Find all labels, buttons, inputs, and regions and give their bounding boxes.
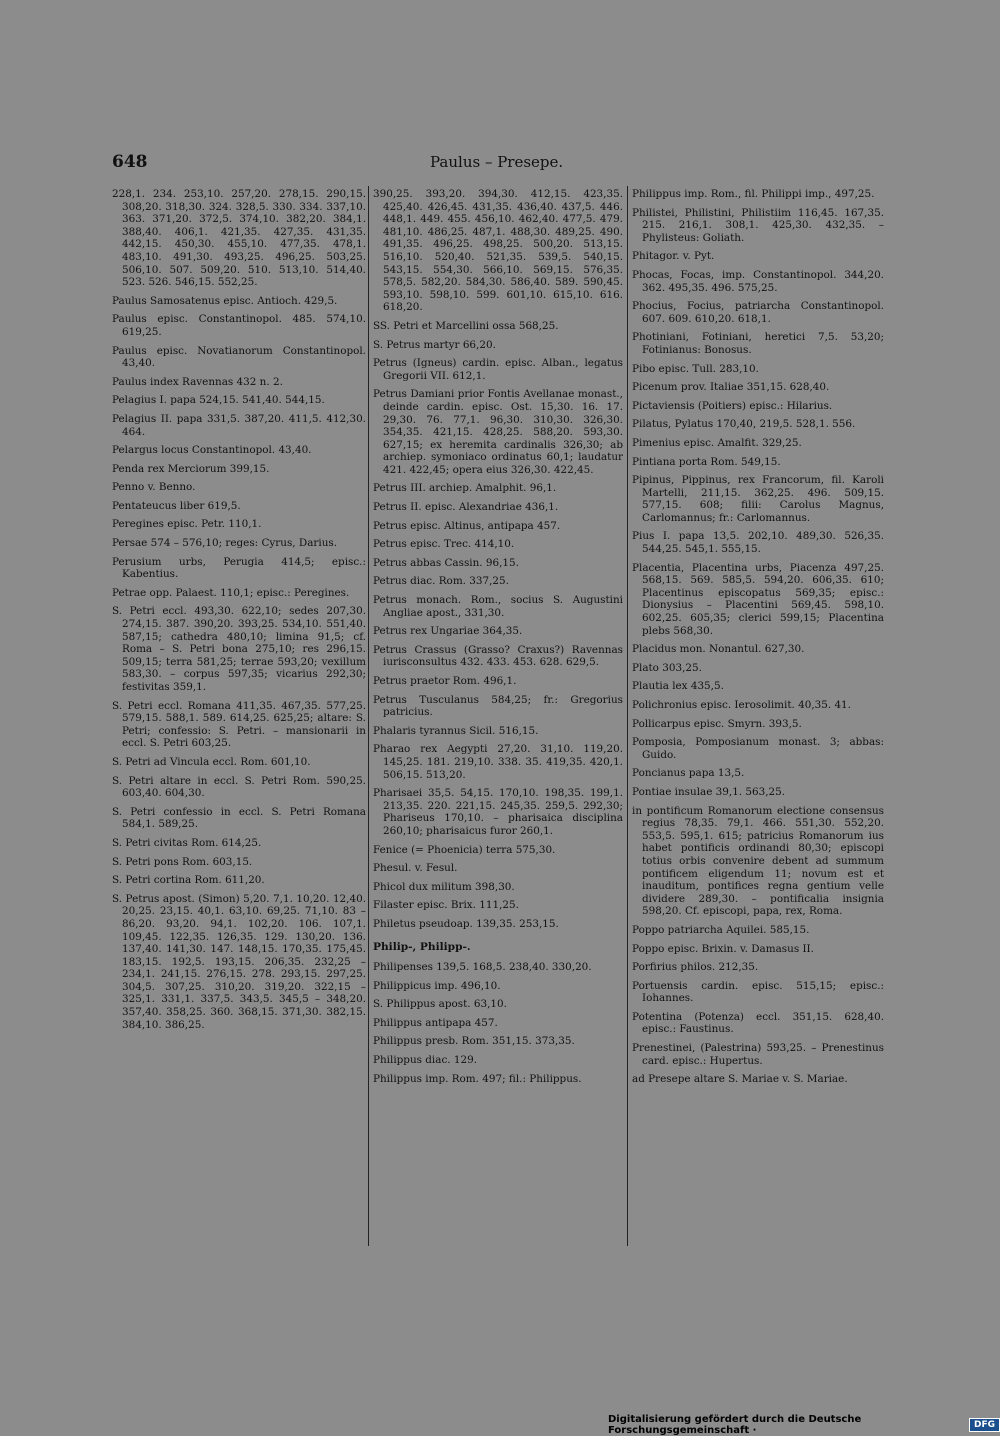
index-entry: Plato 303,25. (632, 661, 702, 674)
index-entry: 228,1. 234. 253,10. 257,20. 278,15. 290,15. 308,20. 318,30. 324. 328,5. 330. 334. 337,10. 363. 371,20. 372,5. 374,10. 382,20. 384,1. 388,40. 406,1. 421,35. 427,35. 431,35. 442,15. 450,30. 455,10. 477,35. 478,1. 483,10. 491,30. 493,25. 496,25. 503,25. 506,10. 507. 509,20. 510. 513,10. 514,40. 523. 526. 546,15. 552,25. (112, 188, 366, 289)
index-entry: Pontiae insulae 39,1. 563,25. (632, 785, 786, 798)
index-entry: Pharao rex Aegypti 27,20. 31,10. 119,20. 145,25. 181. 219,10. 338. 35. 419,35. 420,1. 506,15. 513,20. (373, 743, 623, 781)
index-entry: Pipinus, Pippinus, rex Francorum, fil. Karoli Martelli, 211,15. 362,25. 496. 509,15. 577,15. 608; filii: Carolus Magnus, Carlomannus; fr.: Carlomannus. (632, 474, 884, 524)
index-entry: S. Petri altare in eccl. S. Petri Rom. 590,25. 603,40. 604,30. (112, 774, 366, 800)
index-entry: Petrus abbas Cassin. 96,15. (373, 556, 519, 569)
index-entry: Petrus episc. Altinus, antipapa 457. (373, 519, 561, 532)
index-entry: in pontificum Romanorum electione consensus regius 78,35. 79,1. 466. 551,30. 552,20. 553,5. 595,1. 615; patricius Romanorum ius habet pontificis ordinandi 80,30; episcopi totius orbis convenire debent ad summum pontificem eligendum 11; novum est et inauditum, pontifices regna gentium velle dividere 289,30. – pontificalia insignia 598,20. Cf. episcopi, papa, rex, Roma. (632, 804, 884, 918)
index-entry: Photiniani, Fotiniani, heretici 7,5. 53,20; Fotinianus: Bonosus. (632, 331, 884, 356)
index-entry: Paulus episc. Novatianorum Constantinopol. 43,40. (112, 344, 366, 370)
index-entry: Picenum prov. Italiae 351,15. 628,40. (632, 381, 830, 394)
index-entry: Petrus II. episc. Alexandriae 436,1. (373, 501, 559, 514)
index-entry: Philippus antipapa 457. (373, 1016, 498, 1029)
index-entry: Penno v. Benno. (112, 481, 196, 494)
index-entry: Pintiana porta Rom. 549,15. (632, 455, 781, 468)
index-entry: Philippus imp. Rom. 497; fil.: Philippus. (373, 1072, 582, 1085)
index-entry: Philippus presb. Rom. 351,15. 373,35. (373, 1035, 575, 1048)
index-entry: Paulus index Ravennas 432 n. 2. (112, 375, 283, 388)
index-entry: Pius I. papa 13,5. 202,10. 489,30. 526,35. 544,25. 545,1. 555,15. (632, 530, 884, 556)
index-entry: Pilatus, Pylatus 170,40, 219,5. 528,1. 556. (632, 418, 856, 431)
index-entry: ad Presepe altare S. Mariae v. S. Mariae. (632, 1073, 848, 1086)
index-entry: Philippus diac. 129. (373, 1054, 478, 1067)
index-entry: Prenestinei, (Palestrina) 593,25. – Prenestinus card. episc.: Hupertus. (632, 1042, 884, 1067)
index-entry: Philipenses 139,5. 168,5. 238,40. 330,20. (373, 961, 592, 974)
index-entry: Paulus episc. Constantinopol. 485. 574,10. 619,25. (112, 313, 366, 338)
index-entry: Petrus praetor Rom. 496,1. (373, 675, 517, 687)
index-entry: Poncianus papa 13,5. (632, 767, 745, 780)
index-entry: Persae 574 – 576,10; reges: Cyrus, Darius. (112, 537, 338, 550)
index-column-2 (373, 188, 623, 1091)
index-entry: Petrus (Igneus) cardin. episc. Alban., legatus Gregorii VII. 612,1. (373, 357, 623, 382)
index-entry: Phicol dux militum 398,30. (373, 880, 515, 893)
index-entry: Petrus Damiani prior Fontis Avellanae monast., deinde cardin. episc. Ost. 15,30. 16. 17. 29,30. 76. 77,1. 96,30. 310,30. 326,30. 354,35. 421,15. 428,25. 588,20. 593,30. 627,15; ex heremita cardinalis 326,30; ab archiep. symoniaco ordinatus 60,1; laudatur 421. 422,45; opera eius 326,30. 422,45. (373, 388, 623, 476)
index-entry: Pollicarpus episc. Smyrn. 393,5. (632, 717, 802, 730)
index-entry: Pentateucus liber 619,5. (112, 499, 241, 512)
page-number: 648 (112, 152, 148, 172)
index-entry: 390,25. 393,20. 394,30. 412,15. 423,35. 425,40. 426,45. 431,35. 436,40. 437,5. 446. 448,1. 449. 455. 456,10. 462,40. 477,5. 479. 481,10. 486,25. 487,1. 488,30. 489,25. 490. 491,35. 496,25. 498,25. 500,20. 513,15. 516,10. 520,40. 521,35. 539,5. 540,15. 543,15. 554,30. 566,10. 569,15. 576,35. 578,5. 582,20. 584,30. 586,40. 589. 590,45. 593,10. 598,10. 599. 601,10. 615,10. 616. 618,20. (373, 188, 623, 314)
index-entry: Petrus monach. Rom., socius S. Augustini Angliae apost., 331,30. (373, 594, 623, 619)
index-entry: Pictaviensis (Poitiers) episc.: Hilarius. (632, 399, 833, 412)
index-entry: Placidus mon. Nonantul. 627,30. (632, 643, 805, 656)
index-entry: SS. Petri et Marcellini ossa 568,25. (373, 319, 559, 332)
index-entry: Potentina (Potenza) eccl. 351,15. 628,40. episc.: Faustinus. (632, 1010, 884, 1036)
index-entry: Petrae opp. Palaest. 110,1; episc.: Peregines. (112, 586, 350, 599)
index-entry: Phalaris tyrannus Sicil. 516,15. (373, 724, 539, 737)
dfg-logo: DFG (969, 1418, 1000, 1432)
index-entry: Petrus episc. Trec. 414,10. (373, 538, 515, 551)
running-head: Paulus – Presepe. (430, 153, 564, 171)
index-entry: Petrus rex Ungariae 364,35. (373, 625, 523, 638)
index-column-3 (632, 188, 884, 1092)
index-entry: Portuensis cardin. episc. 515,15; episc.: Iohannes. (632, 979, 884, 1005)
index-entry: Philetus pseudoap. 139,35. 253,15. (373, 917, 559, 930)
index-entry: Peregines episc. Petr. 110,1. (112, 518, 262, 531)
index-entry: Fenice (= Phoenicia) terra 575,30. (373, 843, 556, 856)
index-entry: S. Petri pons Rom. 603,15. (112, 855, 253, 868)
index-entry: Pelagius I. papa 524,15. 541,40. 544,15. (112, 394, 325, 407)
index-entry: Placentia, Placentina urbs, Piacenza 497,25. 568,15. 569. 585,5. 594,20. 606,35. 610; Placentinus episcopatus 569,35; episc.: Dionysius – Placentini 569,45. 598,10. 602,25. 605,35; clerici 599,15; Placentina plebs 568,30. (632, 561, 884, 637)
index-entry: Pelagius II. papa 331,5. 387,20. 411,5. 412,30. 464. (112, 412, 366, 438)
index-entry: Poppo episc. Brixin. v. Damasus II. (632, 942, 814, 955)
index-entry: S. Petrus martyr 66,20. (373, 338, 496, 351)
index-entry: S. Petrus apost. (Simon) 5,20. 7,1. 10,20. 12,40. 20,25. 23,15. 40,1. 63,10. 69,25. 71,10. 83 – 86,20. 93,20. 94,1. 102,20. 106. 107,1. 109,45. 122,35. 126,35. 129. 130,20. 136. 137,40. 141,30. 147. 148,15. 170,35. 175,45. 183,15. 192,5. 193,15. 206,35. 232,25 – 234,1. 241,15. 276,15. 278. 293,15. 297,25. 304,5. 307,25. 310,20. 319,20. 322,15 – 325,1. 331,1. 337,5. 343,5. 345,5 – 348,20. 357,40. 358,25. 360. 368,15. 371,30. 382,15. 384,10. 386,25. (112, 892, 366, 1031)
index-entry: Poppo patriarcha Aquilei. 585,15. (632, 923, 810, 936)
index-entry: S. Philippus apost. 63,10. (373, 998, 507, 1011)
index-entry: S. Petri confessio in eccl. S. Petri Romana 584,1. 589,25. (112, 805, 366, 831)
index-entry: Phesul. v. Fesul. (373, 862, 458, 875)
footer-credit: Digitalisierung gefördert durch die Deutsche Forschungsgemeinschaft · (608, 1414, 862, 1436)
index-entry: Polichronius episc. Ierosolimit. 40,35. 41. (632, 699, 851, 711)
index-entry: Petrus Tusculanus 584,25; fr.: Gregorius patricius. (373, 693, 623, 719)
index-entry: Philippus imp. Rom., fil. Philippi imp., 497,25. (632, 188, 875, 200)
index-entry: Pelargus locus Constantinopol. 43,40. (112, 444, 312, 457)
index-entry: Phitagor. v. Pyt. (632, 250, 715, 263)
index-entry: Pibo episc. Tull. 283,10. (632, 362, 759, 375)
index-entry: Plautia lex 435,5. (632, 680, 724, 693)
index-entry: S. Petri cortina Rom. 611,20. (112, 874, 265, 887)
index-entry: Phocas, Focas, imp. Constantinopol. 344,20. 362. 495,35. 496. 575,25. (632, 268, 884, 294)
index-entry: Petrus diac. Rom. 337,25. (373, 575, 509, 588)
index-column-1 (112, 188, 366, 1037)
index-entry: Filaster episc. Brix. 111,25. (373, 899, 519, 912)
index-entry: S. Petri civitas Rom. 614,25. (112, 836, 262, 849)
index-entry: Petrus Crassus (Grasso? Craxus?) Ravennas iurisconsultus 432. 433. 453. 628. 629,5. (373, 643, 623, 669)
index-entry: Philistei, Philistini, Philistiim 116,45. 167,35. 215. 216,1. 308,1. 425,30. 432,35. – Phylisteus: Goliath. (632, 206, 884, 244)
section-heading: Philip-, Philipp-. (373, 940, 471, 953)
index-entry: Perusium urbs, Perugia 414,5; episc.: Kabentius. (112, 555, 366, 581)
footer (608, 1414, 1000, 1436)
index-entry: Petrus III. archiep. Amalphit. 96,1. (373, 482, 557, 495)
index-entry: Phocius, Focius, patriarcha Constantinopol. 607. 609. 610,20. 618,1. (632, 300, 884, 325)
index-entry: Porfirius philos. 212,35. (632, 961, 759, 974)
index-entry: S. Petri ad Vincula eccl. Rom. 601,10. (112, 755, 311, 768)
index-entry: Philippicus imp. 496,10. (373, 979, 501, 992)
column-divider (368, 186, 369, 1246)
index-entry: Pomposia, Pomposianum monast. 3; abbas: Guido. (632, 736, 884, 761)
index-entry: S. Petri eccl. 493,30. 622,10; sedes 207,30. 274,15. 387. 390,20. 393,25. 534,10. 551,40. 587,15; cathedra 480,10; limina 91,5; cf. Roma – S. Petri bona 275,10; res 296,15. 509,15; terra 581,25; terrae 593,20; vexillum 583,30. – corpus 597,35; vicarius 292,30; festivitas 359,1. (112, 605, 366, 693)
index-entry: S. Petri eccl. Romana 411,35. 467,35. 577,25. 579,15. 588,1. 589. 614,25. 625,25; altare: S. Petri; confessio: S. Petri. – mansionarii in eccl. S. Petri 603,25. (112, 699, 366, 750)
index-entry: Pharisaei 35,5. 54,15. 170,10. 198,35. 199,1. 213,35. 220. 221,15. 245,35. 259,5. 292,30; Phariseus 170,10. – pharisaica disciplina 260,10; pharisaicus furor 260,1. (373, 787, 623, 837)
column-divider (627, 186, 628, 1246)
index-entry: Penda rex Merciorum 399,15. (112, 462, 270, 475)
index-entry: Pimenius episc. Amalfit. 329,25. (632, 436, 802, 449)
index-entry: Paulus Samosatenus episc. Antioch. 429,5. (112, 294, 338, 307)
